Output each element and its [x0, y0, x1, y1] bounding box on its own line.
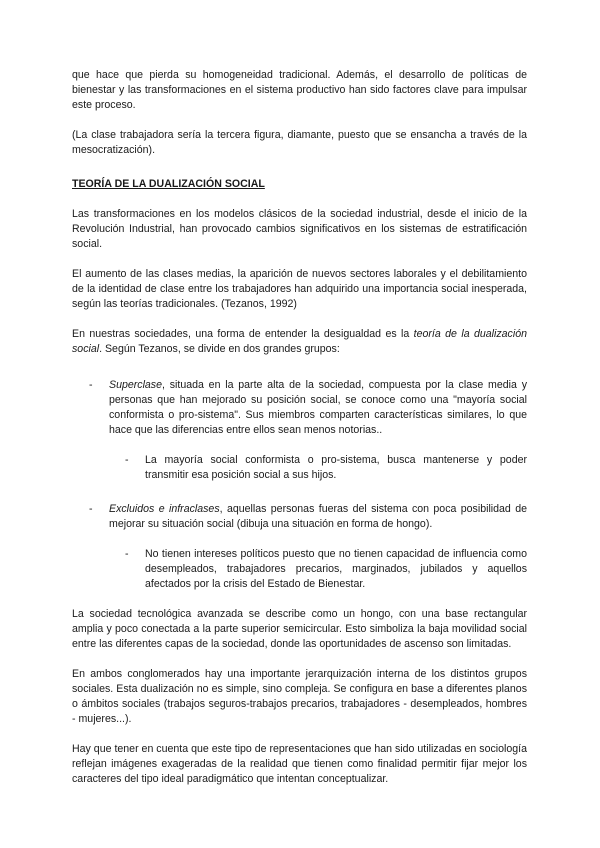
intro-text-theory: teoría de la dualización social [72, 328, 527, 355]
list-item-excluidos [72, 502, 527, 532]
paragraph-representaciones: Hay que tener en cuenta que este tipo de representaciones que han sido utilizadas en sociología reflejan imágenes exageradas de la realidad que tienen como finalidad permitir fijar mejor los caracteres del tipo ideal paradigmático que intentan conceptualizar. [72, 743, 527, 785]
list-dash: - [125, 454, 129, 466]
term-excluidos: Excluidos e infraclases [109, 503, 220, 515]
paragraph-homogeneidad: que hace que pierda su homogeneidad tradicional. Además, el desarrollo de políticas de bienestar y las transformaciones en el sistema productivo han sido factores clave para impulsar este proceso. [72, 69, 527, 111]
paragraph-dualizacion-intro [72, 327, 527, 357]
section-heading: TEORÍA DE LA DUALIZACIÓN SOCIAL [72, 178, 265, 190]
list-item-superclase [72, 378, 527, 438]
list-item-text [109, 378, 527, 438]
sublist-item-text: No tienen intereses políticos puesto que no tienen capacidad de influencia como desempleados, trabajadores precarios, marginados, jubilados y aquellos afectados por la crisis del Estado de Bienestar. [145, 548, 527, 590]
intro-text-start: En nuestras sociedades, una forma de entender la desigualdad es la [72, 328, 414, 340]
list-dash: - [89, 503, 93, 515]
paragraph-transformaciones: Las transformaciones en los modelos clásicos de la sociedad industrial, desde el inicio de la Revolución Industrial, han provocado cambios significativos en los sistemas de estratificación social. [72, 208, 527, 250]
sublist-item-text: La mayoría social conformista o pro-sistema, busca mantenerse y poder transmitir esa posición social a sus hijos. [145, 454, 527, 481]
sublist-item-conformista [72, 453, 527, 483]
superclase-description: , situada en la parte alta de la sociedad, compuesta por la clase media y personas que han mejorado su posición social, se conoce como una "mayoría social conformista o pro-sistema". Sus miembros comparten características similares, lo que hace que las diferencias entre ellos sean menos notorias.. [109, 379, 527, 436]
paragraph-diamante: (La clase trabajadora sería la tercera figura, diamante, puesto que se ensancha a través de la mesocratización). [72, 129, 527, 156]
intro-text-end: . Según Tezanos, se divide en dos grandes grupos: [99, 343, 340, 355]
groups-list [72, 378, 527, 592]
paragraph-hongo: La sociedad tecnológica avanzada se describe como un hongo, con una base rectangular amplia y poco conectada a la parte superior semicircular. Esto simboliza la baja movilidad social entre las diferentes capas de la sociedad, donde las oportunidades de ascenso son limitadas. [72, 608, 527, 650]
excluidos-description: , aquellas personas fueras del sistema con poca posibilidad de mejorar su situación social (dibuja una situación en forma de hongo). [109, 503, 527, 530]
list-item-text [109, 502, 527, 532]
paragraph-conglomerados: En ambos conglomerados hay una importante jerarquización interna de los distintos grupos sociales. Esta dualización no es simple, sino compleja. Se configura en base a diferentes planos o ámbitos sociales (trabajos seguros-trabajos precarios, trabajadores - desempleados, hombres - mujeres...). [72, 668, 527, 725]
list-dash: - [125, 548, 129, 560]
list-dash: - [89, 379, 93, 391]
sublist-item-intereses [72, 547, 527, 592]
document-page [72, 68, 527, 802]
term-superclase: Superclase [109, 379, 162, 391]
paragraph-clases-medias: El aumento de las clases medias, la aparición de nuevos sectores laborales y el debilitamiento de la identidad de clase entre los trabajadores han adquirido una importancia social inesperada, según las teorías tradicionales. (Tezanos, 1992) [72, 268, 527, 310]
